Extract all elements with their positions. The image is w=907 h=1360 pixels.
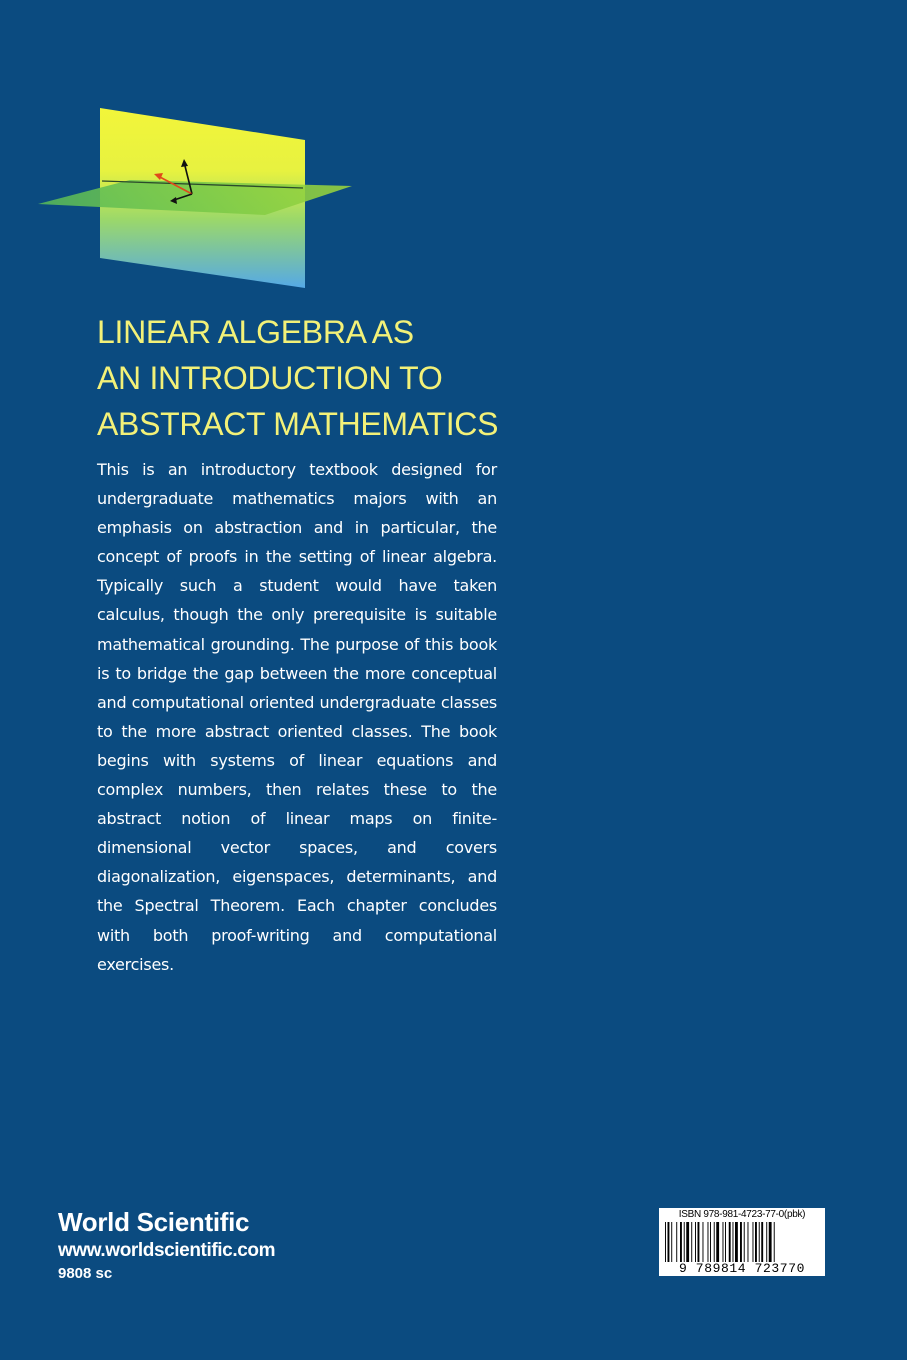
barcode-bar (680, 1222, 682, 1266)
barcode-bar (729, 1222, 731, 1266)
barcode-bar (755, 1222, 757, 1266)
barcode-bar (695, 1222, 696, 1266)
catalog-code: 9808 sc (58, 1265, 113, 1282)
barcode-bar (671, 1222, 672, 1266)
barcode-box (659, 1208, 825, 1276)
barcode-bar (710, 1222, 711, 1266)
barcode-bar (723, 1222, 724, 1266)
barcode-bar (714, 1222, 715, 1266)
planes-vectors-graphic (0, 0, 907, 300)
barcode-bar (684, 1222, 685, 1266)
barcode-bar (725, 1222, 726, 1266)
barcode-icon (663, 1222, 821, 1266)
barcode-bar (766, 1222, 767, 1266)
barcode-bar (691, 1222, 692, 1266)
barcode-bar (676, 1222, 677, 1266)
book-title (97, 309, 498, 447)
barcode-bar (733, 1222, 734, 1266)
title-line-3: ABSTRACT MATHEMATICS (97, 406, 499, 442)
barcode-bar (753, 1222, 754, 1266)
barcode-bar (748, 1222, 749, 1266)
publisher-block (58, 1205, 275, 1285)
publisher-name: World Scientific (58, 1207, 250, 1237)
title-line-2: AN INTRODUCTION TO (97, 360, 443, 396)
barcode-bar (668, 1222, 670, 1266)
barcode-bar (716, 1222, 719, 1266)
isbn-label: ISBN 978-981-4723-77-0(pbk) (678, 1209, 806, 1220)
barcode-bar (774, 1222, 775, 1266)
barcode-bar (703, 1222, 704, 1266)
barcode-bar (686, 1222, 689, 1266)
barcode-bar (740, 1222, 742, 1266)
barcode-bar (665, 1222, 666, 1266)
barcode-bar (769, 1222, 772, 1266)
barcode-digits: 9 789814 723770 (659, 1262, 825, 1276)
title-line-1: LINEAR ALGEBRA AS (97, 314, 414, 350)
book-description: This is an introductory textbook designed for undergraduate mathematics majors with an emphasis on abstraction and in particular, the concept of proofs in the setting of linear algebra. Typically such a student would have taken calculus, though the only prerequisite is suitable mathematical grounding. The purpose of this book is to bridge the gap between the more conceptual and computational oriented undergraduate classes to the more abstract oriented classes. The book begins with systems of linear equations and complex numbers, then relates these to the abstract notion of linear maps on finite-dimensional vector spaces, and covers diagonalization, eigenspaces, determinants, and the Spectral Theorem. Each chapter concludes with both proof-writing and computational exercises. (97, 460, 497, 974)
barcode-bar (744, 1222, 745, 1266)
barcode-bar (761, 1222, 763, 1266)
barcode-bar (759, 1222, 760, 1266)
publisher-url: www.worldscientific.com (58, 1240, 276, 1261)
barcode-bar (698, 1222, 700, 1266)
barcode-bar (708, 1222, 709, 1266)
barcode-bar (735, 1222, 738, 1266)
